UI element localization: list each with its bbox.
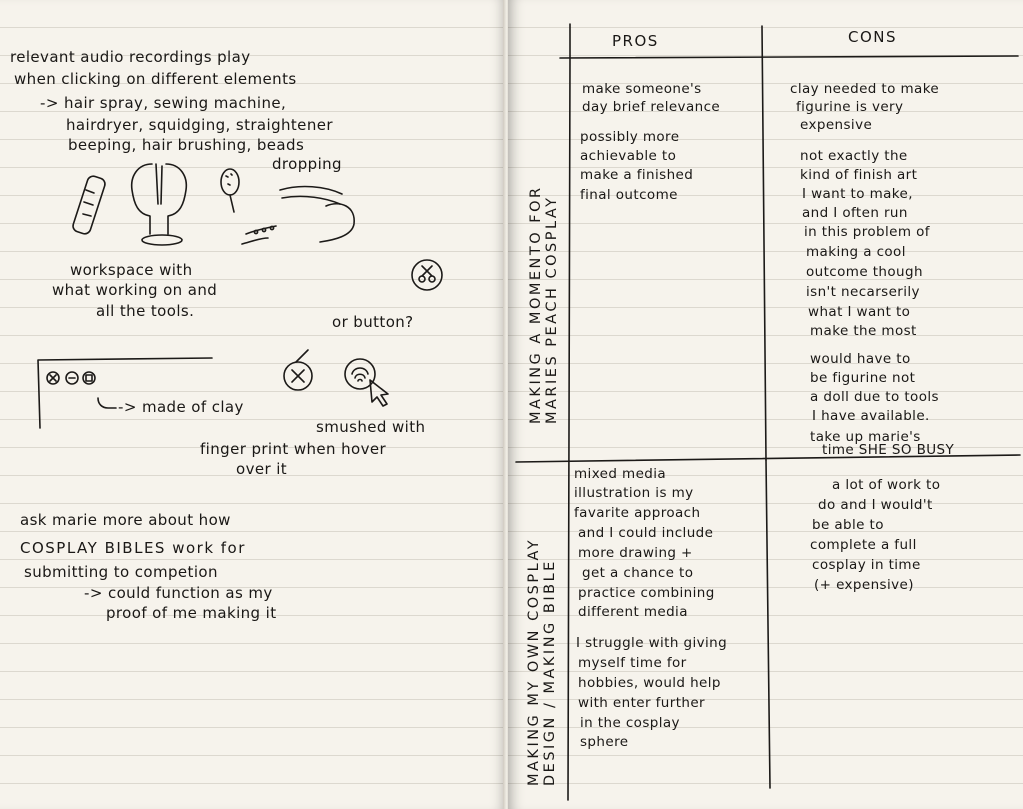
clay-close-button-icon bbox=[284, 362, 312, 390]
row-1-cons-line-16: a doll due to tools bbox=[810, 389, 939, 405]
row-1-cons-line-15: be figurine not bbox=[810, 370, 916, 386]
row-2-pros-line-13: in the cosplay bbox=[580, 715, 680, 731]
row-1-cons-line-11: isn't necarserily bbox=[806, 284, 920, 300]
row-1-pros-line-5: make a finished bbox=[580, 167, 694, 183]
row-1-cons-line-14: would have to bbox=[810, 351, 911, 367]
hair-brush-icon bbox=[221, 169, 239, 212]
row-1-pros-line-2: day brief relevance bbox=[582, 99, 721, 115]
ask-marie-note-line-2: COSPLAY BIBLES work for bbox=[20, 539, 246, 557]
mouse-cursor-icon bbox=[370, 380, 388, 406]
smushed-note-line-2: finger print when hover bbox=[200, 440, 387, 458]
row-1-pros-line-6: final outcome bbox=[580, 187, 678, 203]
row-1-cons-line-4: not exactly the bbox=[800, 148, 908, 164]
beads-icon bbox=[242, 226, 276, 244]
smushed-note-line-3: over it bbox=[236, 460, 288, 478]
right-notebook-page bbox=[508, 0, 1023, 809]
row-2-pros-line-12: with enter further bbox=[578, 695, 705, 711]
cons-header: CONS bbox=[848, 28, 898, 46]
row-1-cons-line-5: kind of finish art bbox=[800, 167, 918, 183]
row-2-cons-line-5: cosplay in time bbox=[812, 557, 921, 573]
row-1-label-line-1: MAKING A MOMENTO FOR bbox=[528, 185, 544, 424]
row-1-cons-line-3: expensive bbox=[800, 117, 873, 133]
or-button-label: or button? bbox=[332, 313, 414, 331]
row-1-cons-line-1: clay needed to make bbox=[790, 81, 940, 97]
row-1-cons-line-17: I have available. bbox=[812, 408, 930, 424]
row-2-pros-line-14: sphere bbox=[580, 734, 629, 750]
row-1-pros-line-1: make someone's bbox=[582, 81, 702, 97]
row-2-pros-line-4: and I could include bbox=[578, 525, 714, 541]
audio-note-line-4: hairdryer, squidging, straightener bbox=[66, 116, 333, 134]
ask-marie-note-line-3: submitting to competion bbox=[24, 563, 218, 581]
proof-note-line-1: -> could function as my bbox=[84, 584, 273, 602]
row-2-label-line-2: DESIGN / MAKING BIBLE bbox=[542, 559, 558, 786]
row-2-cons-line-6: (+ expensive) bbox=[814, 577, 914, 593]
made-of-clay-label: -> made of clay bbox=[118, 398, 244, 416]
row-2-pros-line-11: hobbies, would help bbox=[578, 675, 721, 691]
row-1-pros-line-3: possibly more bbox=[580, 129, 680, 145]
row-1-cons-line-9: making a cool bbox=[806, 244, 906, 260]
pros-header: PROS bbox=[612, 32, 659, 50]
window-minimize-icon bbox=[66, 372, 78, 384]
row-1-cons-line-12: what I want to bbox=[808, 304, 911, 320]
hairspray-can-icon bbox=[71, 175, 106, 236]
arrow-hook bbox=[98, 398, 116, 408]
row-2-pros-line-8: different media bbox=[578, 604, 688, 620]
row-2-cons-line-3: be able to bbox=[812, 517, 884, 533]
row-2-pros-line-5: more drawing + bbox=[578, 545, 693, 561]
pointer-line bbox=[296, 350, 308, 362]
smushed-note-line-1: smushed with bbox=[316, 418, 426, 436]
workspace-note-line-1: workspace with bbox=[70, 261, 193, 279]
audio-note-line-5: beeping, hair brushing, beads bbox=[68, 136, 305, 154]
row-2-pros-line-10: myself time for bbox=[578, 655, 687, 671]
window-close-icon bbox=[47, 372, 59, 384]
audio-note-line-2: when clicking on different elements bbox=[14, 70, 297, 88]
clay-scissors-button-icon bbox=[410, 258, 444, 292]
row-2-pros-line-9: I struggle with giving bbox=[576, 635, 728, 651]
row-2-label-line-1: MAKING MY OWN COSPLAY bbox=[526, 537, 542, 786]
row-1-cons-line-13: make the most bbox=[810, 323, 917, 339]
left-notebook-page bbox=[0, 0, 505, 809]
sewing-machine-icon bbox=[132, 164, 187, 245]
row-1-cons-line-6: I want to make, bbox=[802, 186, 913, 202]
row-2-pros-line-2: illustration is my bbox=[574, 485, 694, 501]
proof-note-line-2: proof of me making it bbox=[106, 604, 277, 622]
row-1-cons-line-7: and I often run bbox=[802, 205, 908, 221]
straightener-icon bbox=[280, 187, 354, 242]
audio-note-line-3: -> hair spray, sewing machine, bbox=[40, 94, 287, 112]
row-2-cons-line-1: a lot of work to bbox=[832, 477, 941, 493]
audio-note-line-1: relevant audio recordings play bbox=[10, 48, 251, 66]
row-1-cons-line-19: time SHE SO BUSY bbox=[822, 442, 955, 458]
row-2-pros-line-3: favarite approach bbox=[574, 505, 701, 521]
window-frame-outline bbox=[38, 358, 212, 428]
window-maximize-icon bbox=[83, 372, 95, 384]
workspace-note-line-2: what working on and bbox=[52, 281, 218, 299]
row-2-cons-line-4: complete a full bbox=[810, 537, 917, 553]
workspace-tools-sketch bbox=[70, 160, 370, 260]
row-2-pros-line-1: mixed media bbox=[574, 466, 667, 482]
row-1-pros-line-4: achievable to bbox=[580, 148, 677, 164]
row-2-pros-line-7: practice combining bbox=[578, 585, 715, 601]
row-1-cons-line-18: take up marie's bbox=[810, 429, 921, 445]
row-1-cons-line-10: outcome though bbox=[806, 264, 923, 280]
row-2-cons-line-2: do and I would't bbox=[818, 497, 933, 513]
row-1-label-line-2: MARIES PEACH COSPLAY bbox=[544, 195, 560, 424]
ask-marie-note-line-1: ask marie more about how bbox=[20, 511, 231, 529]
row-2-pros-line-6: get a chance to bbox=[582, 565, 694, 581]
workspace-note-line-3: all the tools. bbox=[96, 302, 195, 320]
row-1-cons-line-8: in this problem of bbox=[804, 224, 930, 240]
dropping-label: dropping bbox=[272, 155, 342, 173]
row-1-cons-line-2: figurine is very bbox=[796, 99, 904, 115]
